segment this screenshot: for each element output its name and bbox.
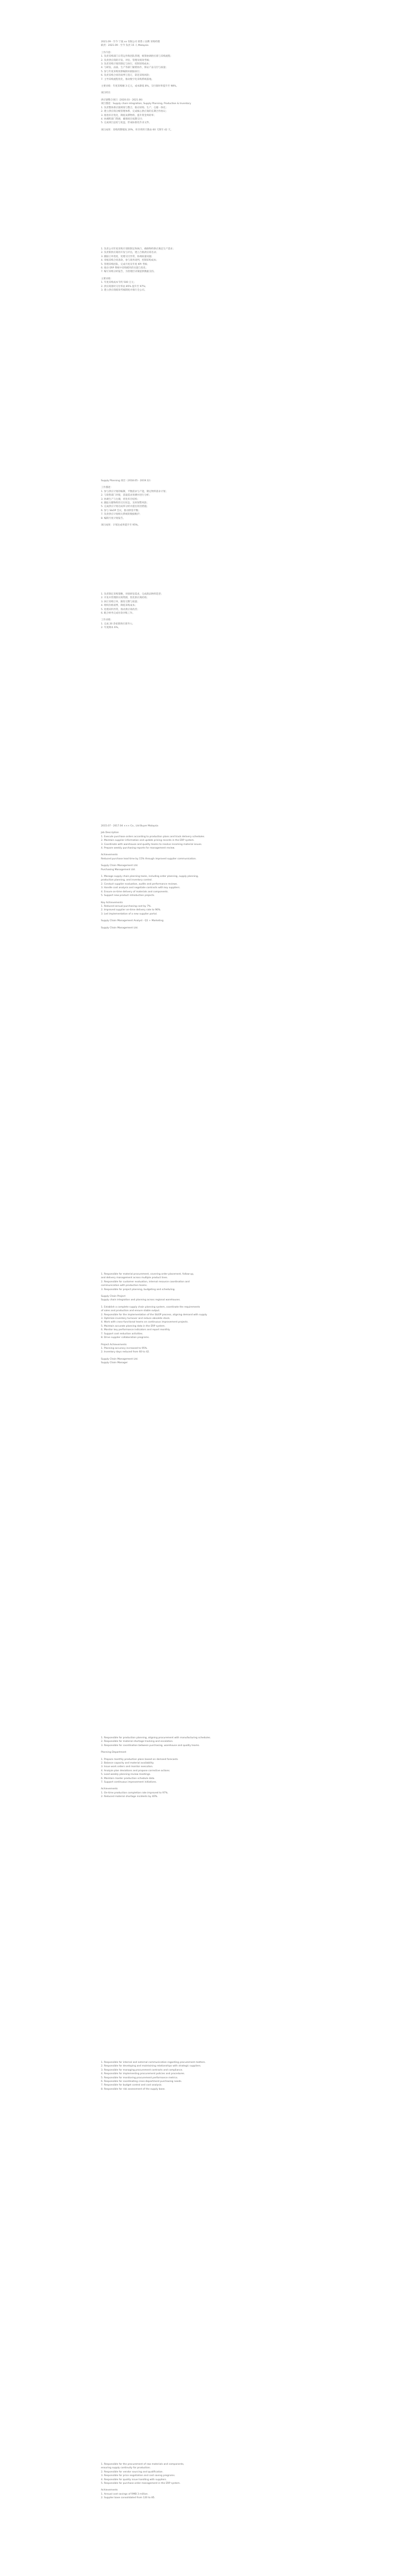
text-line: 5. Maintain accurate planning data in the ERP system. [101, 1325, 165, 1328]
text-line: 供应链整合项目（2020.03 - 2021.06） [101, 98, 144, 101]
text-line: 2. Reduced material shortage incidents by 40%. [101, 1795, 158, 1799]
text-line: 2. Inventory days reduced from 60 to 42. [101, 1351, 150, 1354]
text-line: 5. 处理来料异常，推动供应商改善； [101, 608, 140, 611]
section-1 [101, 40, 307, 132]
text-line: Supply Chain Management Analyst - Q1 + Marketing [101, 920, 164, 923]
text-line: 7. 主导采购流程优化，推动数字化采购系统落地。 [101, 78, 154, 81]
section-2 [101, 247, 307, 292]
text-line: 2. Balance capacity and material availability. [101, 1762, 154, 1765]
text-line: 2. Responsible for material shortage tracking and escalation. [101, 1740, 174, 1743]
text-line: 2. 年度降本 6%。 [101, 626, 121, 630]
text-line: 2. Responsible for developing and maintaining relationships with strategic suppliers. [101, 2065, 201, 2068]
text-line: 职责：2021.09 - 至今 负责 15 人 Malaysia [101, 44, 149, 47]
text-line: of sales and production and ensure stable output. [101, 1310, 160, 1313]
text-line: 3. Led implementation of a new supplier portal. [101, 912, 158, 916]
text-line: 2. 供应商准时交付率由 85% 提升至 97%； [101, 285, 148, 288]
text-line: 2. Responsible for the implementation of the S&OP process, aligning demand with supply. [101, 1313, 208, 1316]
text-line: 3. 协调生产与仓储，优化库存结构； [101, 498, 140, 501]
text-line: 7. Responsible for budget control and cost analysis. [101, 2084, 162, 2087]
text-line: 4. 与研发、品质、生产等部门紧密协作，保证产品交付与质量； [101, 66, 168, 70]
text-line: 3. 负责采购计划的制定与执行，控制采购成本； [101, 63, 151, 66]
section-8 [101, 2061, 307, 2091]
text-line: 项目成果：采购周期缩短 20%，库存周转天数由 60 天降至 42 天。 [101, 128, 173, 131]
text-line: Key Achievements [101, 901, 123, 904]
text-line: Planning Department [101, 1751, 127, 1754]
text-line: 2. 负责新供应商的开发与评估，建立合格供应商名录； [101, 251, 159, 255]
text-line: ensuring supply continuity for production. [101, 2467, 151, 2470]
text-line: 4. 组织价格谈判，降低采购成本； [101, 604, 138, 607]
text-line: 2. 负责供应商的开发、评估、管理及绩效考核； [101, 59, 151, 62]
text-line: 6. 负责采购合同的谈判与签订，防范采购风险； [101, 74, 151, 77]
section-4 [101, 592, 307, 630]
section-7 [101, 1736, 307, 1799]
text-line: 1. Annual cost savings of RMB 3 million. [101, 2493, 148, 2496]
text-line: 工作描述： [101, 486, 113, 489]
text-line: 6. 配合财务完成付款对账工作。 [101, 612, 135, 615]
text-line: Purchasing Management Ltd. [101, 868, 136, 871]
text-line: 6. 参与 S&OP 会议，推动供需平衡； [101, 509, 141, 512]
text-line: 3. 推进库存优化，降低呆滞物料，提升资金周转率； [101, 114, 156, 117]
text-line: Project Achievements [101, 1343, 127, 1346]
text-line: 4. Work with cross-functional teams on continuous improvement projects. [101, 1321, 189, 1324]
text-line: 项目成果：计划达成率提升至 95%。 [101, 524, 140, 527]
text-line: 1. 负责采购部门日常运作和团队管理，统筹协调供应商与采购流程； [101, 55, 173, 58]
text-line: 1. 参与供应计划的编制，平衡需求与产能，制定物料需求计划； [101, 490, 168, 493]
text-line: 7. Support cost reduction activities. [101, 1332, 143, 1335]
text-line: 4. Prepare weekly purchasing reports for management review. [101, 847, 175, 850]
section-6 [101, 1273, 307, 1365]
text-line: 2. Supplier base consolidated from 120 to 85. [101, 2497, 156, 2500]
text-line: 3. Handle cost analysis and negotiate contracts with key suppliers. [101, 887, 180, 890]
text-line: 8. 编制月度计划报告。 [101, 517, 126, 520]
text-line: 3. Optimize inventory turnover and reduce obsolete stock. [101, 1317, 171, 1320]
text-line: 5. Lead weekly planning review meetings. [101, 1773, 151, 1776]
text-line: 1. Planning accuracy increased to 95%. [101, 1347, 148, 1350]
text-line: 1. 负责制定采购策略，对接研发需求，完成新品物料选型； [101, 593, 163, 596]
text-line: 4. Ensure on-time delivery of materials and components. [101, 890, 169, 893]
text-line: 5. Responsible for purchase order management in the ERP system. [101, 2482, 181, 2485]
text-line: 1. Execute purchase orders according to production plans and track delivery schedules. [101, 835, 205, 838]
text-line: Supply Chain Manager [101, 1362, 128, 1365]
text-line: 3. Issue work orders and monitor execution. [101, 1766, 154, 1769]
text-line: 7. Support continuous improvement initiatives. [101, 1781, 157, 1784]
text-line: production planning, and inventory control. [101, 879, 152, 882]
text-line: 1. Responsible for material procurement, covering order placement, follow-up, [101, 1273, 194, 1276]
text-line: 4. Analyze plan deviations and propose corrective actions. [101, 1769, 171, 1772]
text-line: 8. Responsible for risk assessment of the supply base. [101, 2088, 165, 2091]
text-line: 2021.09 - 至今 宁波 xx 有限公司 销售 / 品牌 采购经理 [101, 41, 160, 43]
text-line: Supply Chain Management Ltd. [101, 926, 139, 929]
text-line: 3. Responsible for coordination between purchasing, warehouse and quality teams. [101, 1744, 200, 1747]
text-line: 工作内容： [101, 51, 113, 54]
text-line: Job Description [101, 832, 119, 835]
text-line: 6. Responsible for coordinating cross-department purchasing needs. [101, 2080, 182, 2083]
text-line: 2. Improved supplier on-time delivery rate to 96%. [101, 909, 161, 912]
section-5 [101, 824, 307, 930]
section-3 [101, 479, 307, 527]
text-line: 1. Reduced annual purchasing cost by 7%. [101, 905, 151, 908]
text-line: 3. 执行采购订单，跟进交期与质量； [101, 600, 140, 603]
text-line: 3. Responsible for managing procurement contracts and compliance. [101, 2069, 183, 2072]
text-line: 1. 年度采购成本节约 500 万元； [101, 281, 137, 284]
text-line: 1. Prepare monthly production plans based on demand forecasts. [101, 1758, 179, 1761]
text-line: Achievements [101, 854, 118, 857]
text-line: 2. Maintain supplier information and update pricing records in the ERP system. [101, 839, 195, 842]
text-line: 1. Establish a complete supply chain planning system, coordinate the requirements [101, 1306, 200, 1309]
text-line: 1. 负责公司年度采购计划的制定和执行，确保物料供应满足生产需求； [101, 248, 175, 250]
text-line: 2. Responsible for customer evaluation, internal resource coordination and [101, 1280, 190, 1283]
text-line: 3. 跟踪订单进度，处理交付异常，协调质量问题； [101, 255, 154, 258]
text-line: Supply chain integration and planning across regional warehouses. [101, 1299, 181, 1302]
text-line: 3. Responsible for project planning, budgeting and scheduling. [101, 1288, 176, 1291]
text-line: 5. Responsible for monitoring procurement performance metrics. [101, 2076, 178, 2079]
text-line: 主要业绩： [101, 277, 113, 280]
text-line: 5. Support new product introduction projects. [101, 894, 155, 897]
text-line: 5. 完成供应计划达成率分析并提出改进措施； [101, 505, 149, 509]
text-line: 项目经历 [101, 92, 111, 95]
text-line: 3. Responsible for price negotiation and cost saving programs. [101, 2475, 176, 2478]
text-line: 6. Maintain master production schedule data. [101, 1777, 155, 1780]
text-line: 项目描述：Supply chain integration, Supply Planning, Production & Inventory [101, 103, 191, 106]
text-line: 7. 编写采购分析报告，为管理层决策提供数据支持。 [101, 270, 156, 274]
text-line: 主要业绩：年度采购额 3 亿元，成本降低 8%，交付准时率提升至 98%。 [101, 85, 179, 88]
text-line: Supply Chain Project [101, 1295, 126, 1298]
text-line: 2015.07 - 2017.04 ××× Co., Ltd Buyer Malaysia [101, 825, 159, 827]
text-line: 1. 完成 20 余家新供应商导入； [101, 622, 135, 625]
text-line: Supply Chain Management Ltd. [101, 1358, 139, 1361]
text-line: 1. Responsible for the procurement of raw materials and components, [101, 2463, 184, 2466]
text-line: Supply Planning 项目（2018.05 - 2019.12） [101, 480, 152, 482]
text-line: Reduced purchase lead time by 15% through improved supplier communication. [101, 857, 197, 860]
text-line: 1. On-time production completion rate improved to 97%. [101, 1791, 168, 1794]
text-line: communication with production teams. [101, 1284, 148, 1287]
text-line: 5. 参与年度采购预算编制并跟踪执行； [101, 70, 142, 73]
text-line: 4. Responsible for implementing procurement policies and procedures. [101, 2073, 185, 2076]
text-line: 1. Manage supply chain planning tasks, including order planning, supply planning, [101, 875, 199, 878]
text-line: 2. Responsible for vendor sourcing and qualification. [101, 2470, 163, 2473]
text-line: 1. Responsible for internal and external communication regarding procurement matters. [101, 2061, 206, 2064]
text-line: 4. Responsible for quality issue handling with suppliers. [101, 2478, 167, 2481]
text-line: 6. 推动 ERP 系统中采购模块的实施与优化； [101, 267, 148, 270]
text-line: 1. Responsible for production planning, aligning procurement with manufacturing schedules. [101, 1737, 211, 1739]
text-line: 2. 开发并管理供应商资源，优化供应商结构； [101, 597, 149, 600]
text-line: 2. Conduct supplier evaluation, audits and performance reviews. [101, 883, 178, 886]
text-line: 1. 负责整体供应链规划与整合，推动采购、生产、仓储一体化； [101, 106, 168, 109]
section-9 [101, 2463, 307, 2500]
text-line: 7. 负责供应计划相关系统的数据维护； [101, 513, 142, 516]
text-line: 6. Monitor key performance indicators and report monthly. [101, 1329, 171, 1332]
text-line: 2. 与销售部门对接，获取需求预测并进行分析； [101, 494, 151, 497]
text-line: 4. 跟踪关键物料的交付状态，及时预警风险； [101, 502, 149, 505]
text-line: Achievements [101, 2489, 118, 2492]
text-line: 4. 审核采购合同条款，参与商务谈判，控制采购成本； [101, 259, 159, 262]
text-line: and delivery management across multiple product lines. [101, 1277, 168, 1280]
text-line: 5. 管理采购团队，完成月度及年度 KPI 考核； [101, 263, 149, 266]
text-line: 3. 建立供应商绩效考核制度并推行全公司。 [101, 289, 147, 292]
text-line: 2. 建立供应商分级管理体系，完成核心供应商的长期合作协议； [101, 110, 168, 113]
text-line: Achievements [101, 1788, 118, 1791]
text-line: Supply Chain Management Ltd. [101, 865, 139, 868]
text-line: 4. 协调跨部门资源，确保项目按期交付； [101, 117, 144, 121]
text-line: 5. 完成项目总结与复盘，形成标准化作业文件。 [101, 122, 151, 125]
text-line: 3. Coordinate with warehouse and quality teams to resolve incoming material issues. [101, 843, 202, 846]
text-line: 8. Drive supplier collaboration programs. [101, 1336, 150, 1340]
text-line: 工作业绩： [101, 619, 113, 622]
